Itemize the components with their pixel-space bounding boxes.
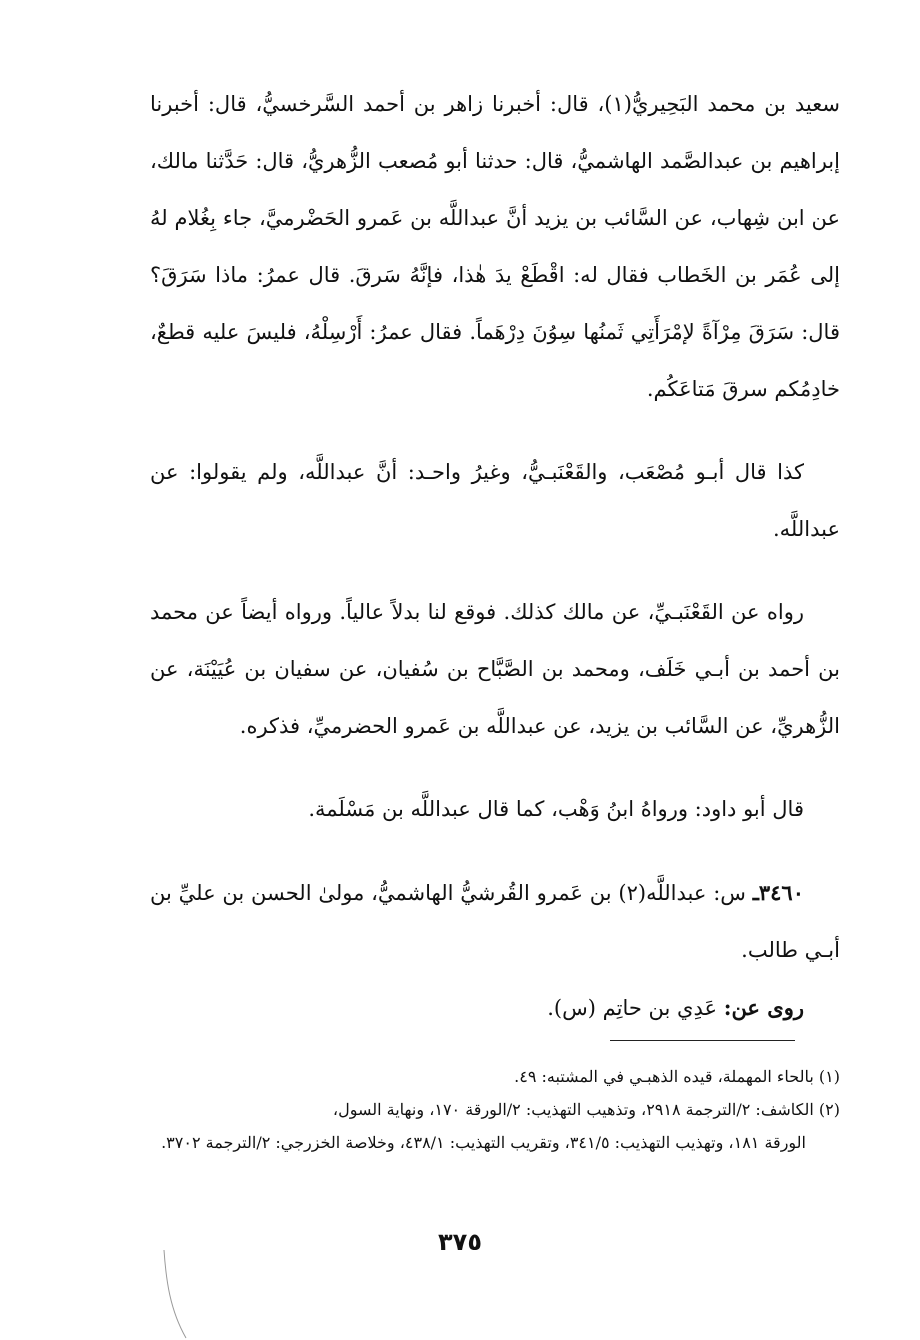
- entry-number: ٣٤٦٠ـ: [752, 880, 804, 905]
- footnote-divider: [610, 1040, 795, 1041]
- entry-3460: [150, 864, 840, 979]
- footnotes: [95, 1060, 840, 1159]
- page-number: ٣٧٥: [438, 1228, 482, 1256]
- narrated-label: روى عن:: [723, 995, 804, 1020]
- main-text: [150, 76, 840, 1037]
- footnote-2: (٢) الكاشف: ٢/الترجمة ٢٩١٨، وتذهيب التهذيب: ٢/الورقة ١٧٠، ونهاية السول،: [332, 1100, 840, 1119]
- footnote-1: (١) بالحاء المهملة، قيده الذهبـي في المشتبه: ٤٩.: [514, 1067, 840, 1086]
- scan-artifact-line: [160, 1250, 190, 1340]
- paragraph-3: رواه عن القَعْنَبـيِّ، عن مالك كذلك. فوقع لنا بدلاً عالياً. ورواه أيضاً عن محمد بن أحمد بن أبـي خَلَف، ومحمد بن الصَّبَّاح بن سُفيان، عن سفيان بن عُيَيْنَة، عن الزُّهريِّ، عن السَّائب بن يزيد، عن عبداللَّه بن عَمرو الحضرميِّ، فذكره.: [150, 600, 840, 738]
- footnote-2-continued: الورقة ١٨١، وتهذيب التهذيب: ٣٤١/٥، وتقريب التهذيب: ٤٣٨/١، وخلاصة الخزرجي: ٢/الترجمة ٣٧٠٢.: [161, 1133, 806, 1152]
- entry-text: س: عبداللَّه(٢) بن عَمرو القُرشيُّ الهاشميُّ، مولىٰ الحسن بن عليِّ بن أبـي طالب.: [150, 881, 840, 962]
- paragraph-1: سعيد بن محمد البَحِيريُّ(١)، قال: أخبرنا زاهر بن أحمد السَّرخسيُّ، قال: أخبرنا إبراهيم بن عبدالصَّمد الهاشميُّ، قال: حدثنا أبو مُصعب الزُّهريُّ، قال: حَدَّثنا مالك، عن ابن شِهاب، عن السَّائب بن يزيد أنَّ عبداللَّه بن عَمرو الحَضْرميَّ، جاء بِغُلام لهُ إلى عُمَر بن الخَطاب فقال له: اقْطَعْ يدَ هٰذا، فإنَّهُ سَرقَ. قال عمرُ: ماذا سَرَقَ؟ قال: سَرَقَ مِرْآةً لإمْرَأَتِي ثَمنُها سِوُنَ دِرْهَماً. فقال عمرُ: أَرْسِلْهُ، فليسَ عليه قطعٌ، خادِمُكم سرقَ مَتاعَكُم.: [150, 92, 840, 401]
- paragraph-2: كذا قال أبـو مُصْعَب، والقَعْنَبـيُّ، وغيرُ واحـد: أنَّ عبداللَّه، ولم يقولوا: عن عبداللَّه.: [150, 460, 840, 541]
- narrated-text: عَدِي بن حاتِم (س).: [547, 996, 717, 1020]
- narrated-from: [150, 979, 840, 1037]
- paragraph-4: قال أبو داود: ورواهُ ابنُ وَهْب، كما قال عبداللَّه بن مَسْلَمة.: [308, 797, 804, 821]
